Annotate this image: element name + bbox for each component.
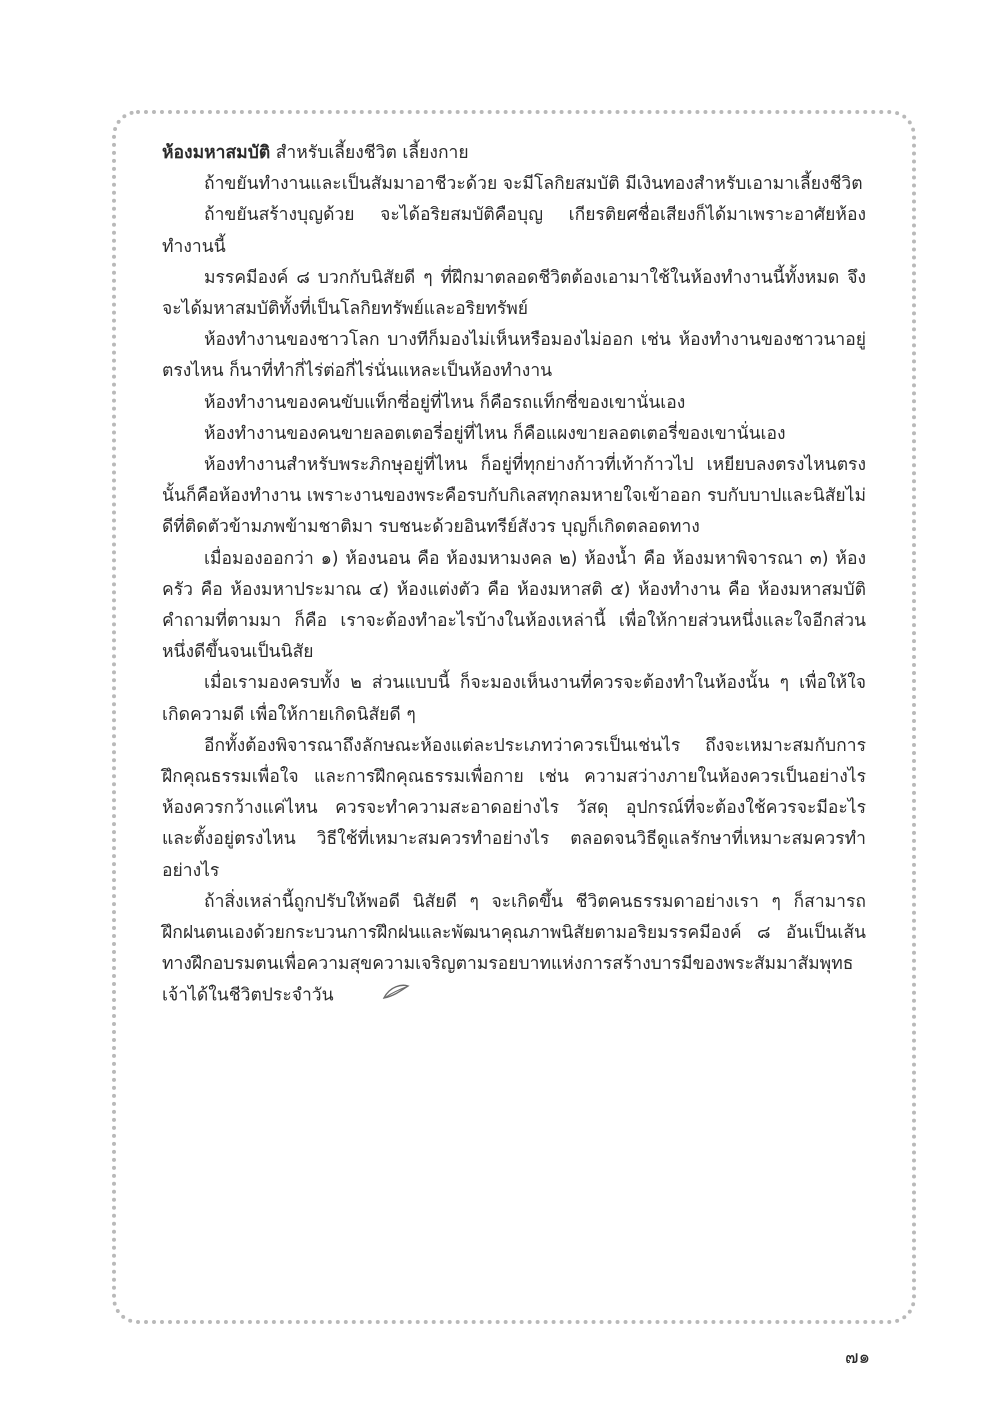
paragraph-7: ห้องทำงานสำหรับพระภิกษุอยู่ที่ไหน ก็อยู่ที่ทุกย่างก้าวที่เท้าก้าวไป เหยียบลงตรงไหนตรงนั้นก็คือห้องทำงาน เพราะงานของพระคือรบกับกิเลสทุกลมหายใจเข้าออก รบกับบาปและนิสัยไม่ดีที่ติดตัวข้ามภพข้ามชาติมา รบชนะด้วยอินทรีย์สังวร บุญก็เกิดตลอดทาง [162,455,866,538]
paragraph-9: เมื่อเรามองครบทั้ง ๒ ส่วนแบบนี้ ก็จะมองเห็นงานที่ควรจะต้องทำในห้องนั้น ๆ เพื่อให้ใจเกิดความดี เพื่อให้กายเกิดนิสัยดี ๆ [162,673,866,725]
section-subtitle: สำหรับเลี้ยงชีวิต เลี้ยงกาย [270,143,469,163]
page-number: ๗๑ [845,1347,870,1368]
paragraph-5: ห้องทำงานของคนขับแท็กซี่อยู่ที่ไหน ก็คือรถแท็กซี่ของเขานั่นเอง [204,392,686,413]
paragraph-11 [162,887,866,1012]
section-heading: ห้องมหาสมบัติ [162,143,271,163]
article-body [162,138,866,1012]
paragraph-6: ห้องทำงานของคนขายลอตเตอรี่อยู่ที่ไหน ก็คือแผงขายลอตเตอรี่ของเขานั่นเอง [204,423,786,444]
paragraph-1: ถ้าขยันทำงานและเป็นสัมมาอาชีวะด้วย จะมีโลกิยสมบัติ มีเงินทองสำหรับเอามาเลี้ยงชีวิต [204,174,863,195]
paragraph-8: เมื่อมองออกว่า ๑) ห้องนอน คือ ห้องมหามงคล ๒) ห้องน้ำ คือ ห้องมหาพิจารณา ๓) ห้องครัว คือ ห้องมหาประมาณ ๔) ห้องแต่งตัว คือ ห้องมหาสติ ๕) ห้องทำงาน คือ ห้องมหาสมบัติ คำถามที่ตามมา ก็คือ เราจะต้องทำอะไรบ้างในห้องเหล่านี้ เพื่อให้กายส่วนหนึ่งและใจอีกส่วนหนึ่งดีขึ้นจนเป็นนิสัย [162,548,866,663]
paragraph-2: ถ้าขยันสร้างบุญด้วย จะได้อริยสมบัติคือบุญ เกียรติยศชื่อเสียงก็ได้มาเพราะอาศัยห้องทำงานนี้ [162,205,866,257]
paragraph-11-text: ถ้าสิ่งเหล่านี้ถูกปรับให้พอดี นิสัยดี ๆ จะเกิดขึ้น ชีวิตคนธรรมดาอย่างเรา ๆ ก็สามารถฝึกฝนตนเองด้วยกระบวนการฝึกฝนและพัฒนาคุณภาพนิสัยตามอริยมรรคมีองค์ ๘ อันเป็นเส้นทางฝึกอบรมตนเพื่อความสุขความเจริญตามรอยบาทแห่งการสร้างบารมีของพระสัมมาสัมพุทธเจ้าได้ในชีวิตประจำวัน [162,891,866,1007]
intro-line [162,138,866,169]
paragraph-4: ห้องทำงานของชาวโลก บางทีก็มองไม่เห็นหรือมองไม่ออก เช่น ห้องทำงานของชาวนาอยู่ตรงไหน ก็นาที่ทำกี่ไร่ต่อกี่ไร่นั่นแหละเป็นห้องทำงาน [162,330,866,382]
paragraph-10: อีกทั้งต้องพิจารณาถึงลักษณะห้องแต่ละประเภทว่าควรเป็นเช่นไร ถึงจะเหมาะสมกับการฝึกคุณธรรมเพื่อใจ และการฝึกคุณธรรมเพื่อกาย เช่น ความสว่างภายในห้องควรเป็นอย่างไร ห้องควรกว้างแค่ไหน ควรจะทำความสะอาดอย่างไร วัสดุ อุปกรณ์ที่จะต้องใช้ควรจะมีอะไร และตั้งอยู่ตรงไหน วิธีใช้ที่เหมาะสมควรทำอย่างไร ตลอดจนวิธีดูแลรักษาที่เหมาะสมควรทำอย่างไร [162,735,866,881]
paragraph-3: มรรคมีองค์ ๘ บวกกับนิสัยดี ๆ ที่ฝึกมาตลอดชีวิตต้องเอามาใช้ในห้องทำงานนี้ทั้งหมด จึงจะได้มหาสมบัติทั้งที่เป็นโลกิยทรัพย์และอริยทรัพย์ [162,267,866,320]
leaf-ornament-icon [340,980,410,1011]
